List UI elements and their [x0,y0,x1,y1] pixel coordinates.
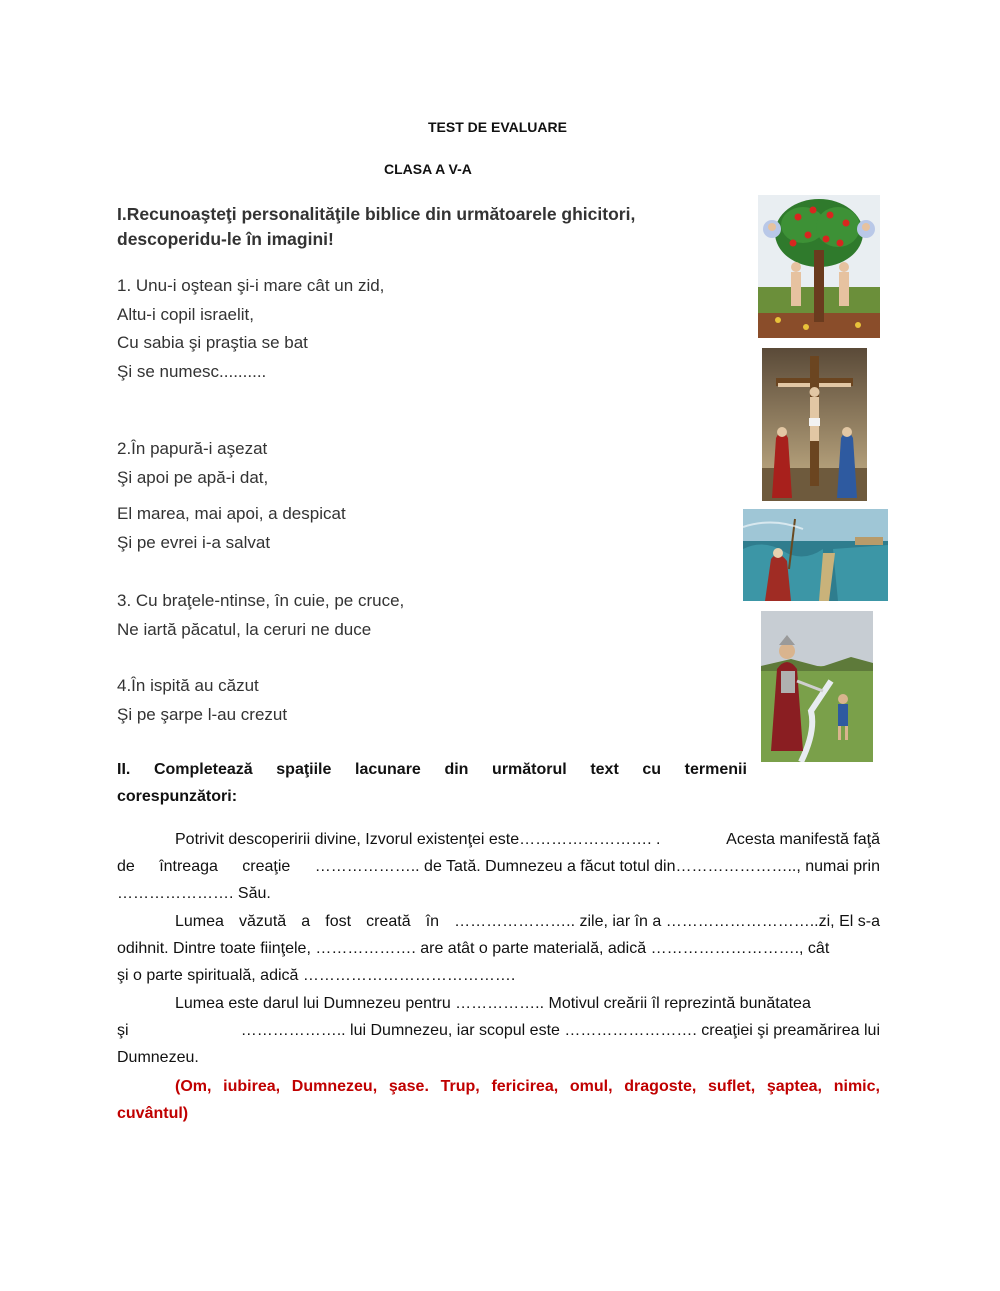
heading-word: următorul [492,761,567,778]
riddle-line: 1. Unu-i oştean şi-i mare cât un zid, [117,276,385,295]
text-fragment: ……………….. lui Dumnezeu, iar scopul este ……………………. creaţiei şi preamărirea lui [240,1022,880,1039]
riddle-line: 3. Cu braţele-ntinse, în cuie, pe cruce, [117,591,405,610]
paragraph-line [117,1017,880,1044]
riddle-line: Şi pe şarpe l-au crezut [117,704,288,724]
text-fragment: odihnit. Dintre toate fiinţele, ………………. are atât o parte materială, adică ………………………., cât [117,940,830,957]
paragraph-1 [117,826,880,907]
text-fragment: creată [366,913,411,930]
heading-word: din [444,761,469,778]
riddle-line: El marea, mai apoi, a despicat [117,504,346,523]
section1-heading [117,202,717,252]
class-label: CLASA A V-A [384,161,472,177]
text-fragment: ……………….. de Tată. Dumnezeu a făcut totul din………………….., numai prin [314,858,880,875]
paragraph-line: …………………. Său. [117,885,271,902]
paragraph-line [117,935,880,962]
riddle-line: Şi se numesc.......... [117,362,267,382]
word-bank-item: iubirea, [223,1078,281,1095]
riddle-4 [117,672,287,729]
riddle-1 [117,272,384,387]
section2-heading [117,756,747,810]
text-fragment: fost [325,913,352,930]
paragraph-line [117,826,880,853]
section2-heading-line1 [117,756,747,783]
page-title: TEST DE EVALUARE [428,119,567,135]
paragraph-3 [117,990,880,1071]
word-bank-item: Dumnezeu, [291,1078,378,1095]
riddle-line: Ne iartă păcatul, la ceruri ne duce [117,619,372,639]
riddle-line: Şi pe evrei i-a salvat [117,532,271,552]
heading-word: cu [642,761,662,778]
text-fragment: Acesta manifestă faţă [726,831,880,848]
moses-sea-image [743,509,888,601]
text-fragment: văzută [239,913,287,930]
text-fragment: în [425,913,440,930]
heading-word: Completează [153,761,253,778]
word-bank-line1 [117,1073,880,1100]
paragraph-line [117,853,880,880]
paragraph-line: şi o parte spirituală, adică …………………………………. [117,967,516,984]
adam-eve-tree-image [758,195,880,338]
word-bank [117,1073,880,1127]
david-goliath-image [761,611,873,762]
heading-word: text [590,761,619,778]
word-bank-item: şaptea, [766,1078,822,1095]
text-fragment: a [301,913,311,930]
paragraph-2 [117,908,880,989]
heading-word: termenii [684,761,747,778]
section2-heading-line2: corespunzători: [117,788,238,805]
word-bank-item: dragoste, [624,1078,697,1095]
riddle-line: Şi apoi pe apă-i dat, [117,467,269,487]
text-fragment: întreaga [159,858,218,875]
heading-word: lacunare [355,761,421,778]
word-bank-item: Trup, [440,1078,480,1095]
heading-word: II. [117,761,131,778]
crucifixion-image [762,348,867,501]
paragraph-line: Lumea este darul lui Dumnezeu pentru …………….. Motivul creării îl reprezintă bunătatea [175,995,811,1012]
paragraph-line: Dumnezeu. [117,1049,199,1066]
riddle-line: Cu sabia şi praştia se bat [117,333,308,353]
word-bank-item: (Om, [175,1078,212,1095]
section1-heading-line1: I.Recunoaşteţi personalităţile biblice din următoarele ghicitori, [117,204,636,224]
riddle-line: 2.În papură-i aşezat [117,439,268,458]
text-fragment: ………………….. zile, iar în a ………………………..zi, El s-a [454,913,880,930]
riddle-2-cont [117,500,346,557]
text-fragment: de [117,858,135,875]
word-bank-item: nimic, [833,1078,880,1095]
riddle-2 [117,435,268,492]
word-bank-item: şase. [388,1078,429,1095]
text-fragment: creaţie [242,858,291,875]
word-bank-item: suflet, [708,1078,756,1095]
riddle-line: Altu-i copil israelit, [117,304,254,324]
word-bank-line2: cuvântul) [117,1105,189,1122]
text-fragment: Potrivit descoperirii divine, Izvorul existenţei este……………………. . [175,831,661,848]
text-fragment: şi [117,1022,129,1039]
heading-word: spaţiile [276,761,332,778]
word-bank-item: fericirea, [491,1078,559,1095]
paragraph-line [117,908,880,935]
riddle-line: 4.În ispită au căzut [117,676,259,695]
text-fragment: Lumea [175,913,224,930]
riddle-3 [117,587,404,644]
section1-heading-line2: descoperidu-le în imagini! [117,229,334,249]
word-bank-item: omul, [569,1078,613,1095]
